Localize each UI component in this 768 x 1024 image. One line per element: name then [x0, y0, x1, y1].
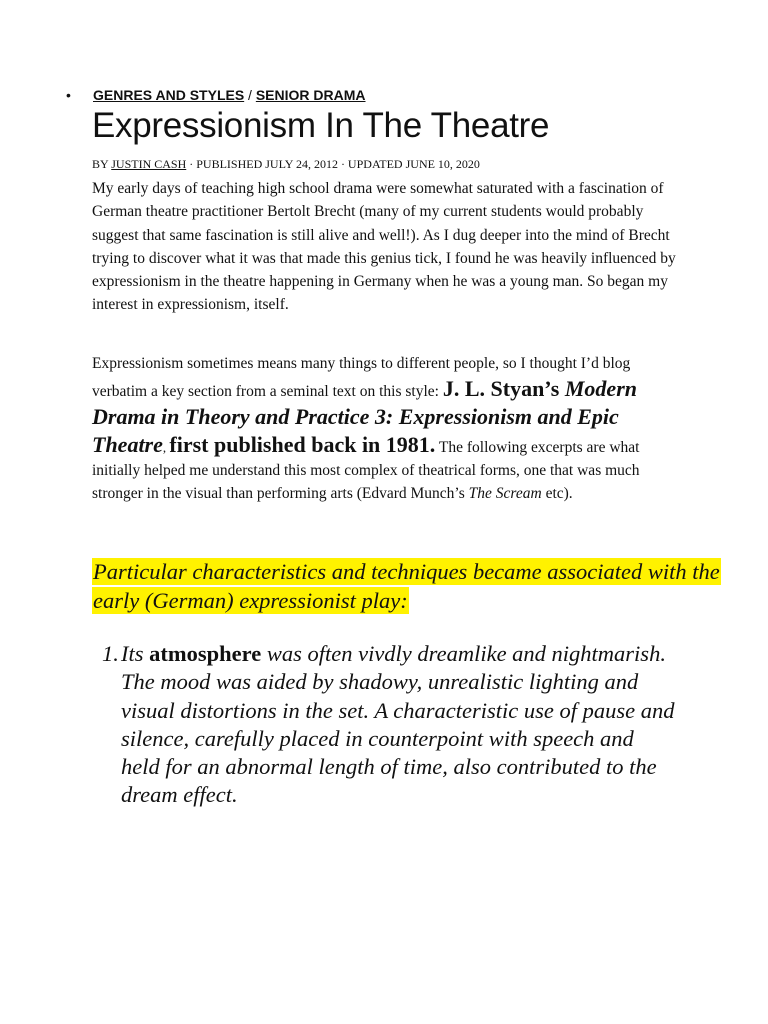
book-comma: ,	[162, 440, 170, 455]
source-paragraph	[92, 352, 682, 505]
category-link-senior-drama[interactable]: SENIOR DRAMA	[255, 87, 366, 103]
bullet-icon: •	[66, 87, 71, 103]
author-link[interactable]: JUSTIN CASH	[111, 157, 187, 171]
source-intro-text: Expressionism sometimes means many things to different people, so I thought I’d blog verbatim a key section from a seminal text on this style:	[92, 355, 631, 400]
source-continuation: The following excerpts are what initially helped me understand this most complex of theatrical forms, one that was much stronger in the visual than performing arts (Edvard Munch’s	[92, 439, 640, 502]
list-item	[92, 640, 677, 810]
book-title: Modern Drama in Theory and Practice 3: Expressionism and Epic Theatre	[92, 376, 637, 457]
article-meta	[92, 157, 480, 172]
painting-title: The Scream	[468, 485, 542, 502]
source-author: J. L. Styan’s	[442, 376, 565, 401]
breadcrumb	[66, 87, 366, 103]
publication-note: first published back in 1981.	[169, 432, 436, 457]
list-item-text: was often vivdly dreamlike and nightmarish. The mood was aided by shadowy, unrealistic lighting and visual distortions in the set. A characteristic use of pause and silence, carefully placed in counterpoint with speech and held for an abnormal length of time, also contributed to the dream effect.	[121, 641, 675, 808]
highlight-text: Particular characteristics and techniques became associated with the early (German) expressionist play:	[93, 559, 720, 613]
list-item-prefix: Its	[121, 641, 150, 666]
highlighted-heading	[92, 557, 768, 615]
article-title: Expressionism In The Theatre	[92, 106, 550, 145]
source-continuation-end: etc).	[541, 485, 573, 502]
characteristics-list	[92, 640, 677, 810]
category-link-genres-and-styles[interactable]: GENRES AND STYLES	[93, 87, 245, 103]
breadcrumb-separator: /	[244, 87, 256, 103]
list-item-keyword: atmosphere	[149, 641, 262, 666]
by-label: BY	[92, 157, 112, 171]
list-item-number: 1.	[102, 641, 119, 666]
intro-paragraph: My early days of teaching high school drama were somewhat saturated with a fascination of German theatre practitioner Bertolt Brecht (many of my current students would probably suggest that same fascination is still alive and well!). As I dug deeper into the mind of Brecht trying to discover what it was that made this genius tick, I found he was heavily influenced by expressionism in the theatre happening in Germany when he was a young man. So began my interest in expressionism, itself.	[92, 180, 676, 314]
publish-dates: · PUBLISHED JULY 24, 2012 · UPDATED JUNE 10, 2020	[186, 157, 480, 171]
